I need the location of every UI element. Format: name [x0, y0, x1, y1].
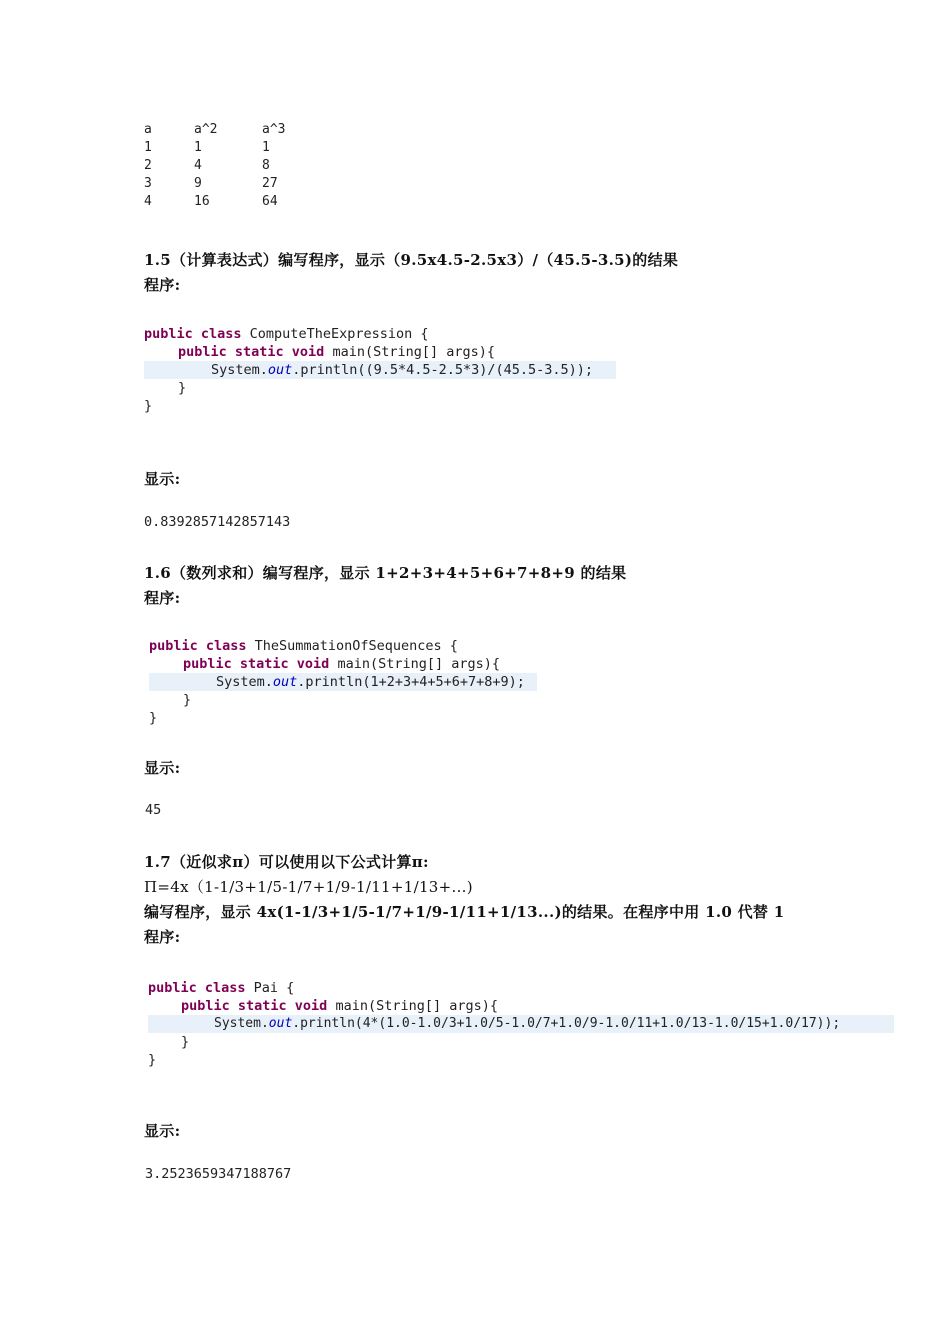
- code-line-method: [148, 997, 908, 1015]
- code-brace: }: [149, 710, 158, 726]
- section-1-5-program-label: 程序:: [144, 276, 181, 294]
- code-keyword: public class: [144, 326, 250, 342]
- code-line-close-inner: [144, 379, 624, 397]
- section-1-6-program-label: 程序:: [144, 589, 181, 607]
- table-cell: 9: [194, 176, 202, 191]
- code-brace: }: [181, 1034, 190, 1050]
- table-cell: 4: [144, 194, 152, 209]
- table-cell: 1: [194, 140, 202, 155]
- code-stmt-rest: .println(4*(1.0-1.0/3+1.0/5-1.0/7+1.0/9-1.0/11+1.0/13-1.0/15+1.0/17));: [292, 1016, 841, 1031]
- code-field-out: out: [268, 1016, 293, 1031]
- code-line-class: [149, 637, 549, 655]
- code-brace: }: [183, 692, 192, 708]
- code-keyword: public static void: [178, 344, 333, 360]
- code-line-close-outer: [149, 709, 549, 727]
- table-cell: 1: [144, 140, 152, 155]
- powers-table: [144, 122, 344, 217]
- code-stmt-prefix: System.: [216, 674, 273, 690]
- section-1-7-display-label: 显示:: [144, 1122, 181, 1140]
- code-brace: }: [178, 380, 187, 396]
- table-cell: 16: [194, 194, 210, 209]
- code-stmt-prefix: System.: [211, 362, 268, 378]
- code-stmt-prefix: System.: [214, 1016, 269, 1031]
- code-line-statement: [144, 361, 616, 379]
- section-1-5-display-label: 显示:: [144, 470, 181, 488]
- code-keyword: public class: [148, 980, 254, 996]
- code-line-statement: [149, 673, 537, 691]
- code-line-statement: [148, 1015, 894, 1033]
- section-1-6-output: 45: [145, 802, 162, 818]
- table-cell: 64: [262, 194, 278, 209]
- section-1-7-output: 3.2523659347188767: [145, 1166, 292, 1182]
- code-line-class: [148, 979, 908, 997]
- section-1-7-title: 1.7（近似求π）可以使用以下公式计算π:: [144, 853, 429, 871]
- code-method-sig: main(String[] args){: [332, 344, 495, 360]
- table-header-a3: a^3: [262, 122, 286, 137]
- section-1-7-code-block: [148, 979, 908, 1069]
- code-field-out: out: [267, 362, 293, 378]
- code-stmt-rest: .println((9.5*4.5-2.5*3)/(45.5-3.5));: [292, 362, 594, 378]
- section-1-5-code-block: [144, 325, 624, 415]
- table-cell: 4: [194, 158, 202, 173]
- code-line-method: [149, 655, 549, 673]
- section-1-7-formula: Π=4x（1-1/3+1/5-1/7+1/9-1/11+1/13+...): [144, 878, 473, 896]
- code-brace: }: [148, 1052, 157, 1068]
- code-field-out: out: [272, 674, 298, 690]
- section-1-5-title: 1.5（计算表达式）编写程序，显示（9.5x4.5-2.5x3）/（45.5-3.5)的结果: [144, 251, 679, 269]
- table-cell: 3: [144, 176, 152, 191]
- code-brace: }: [144, 398, 153, 414]
- table-cell: 2: [144, 158, 152, 173]
- section-1-5-output: 0.8392857142857143: [144, 514, 291, 530]
- table-cell: 1: [262, 140, 270, 155]
- code-class-name: Pai {: [253, 980, 295, 996]
- section-1-6-title: 1.6（数列求和）编写程序，显示 1+2+3+4+5+6+7+8+9 的结果: [144, 564, 627, 582]
- code-line-close-inner: [148, 1033, 908, 1051]
- code-line-close-inner: [149, 691, 549, 709]
- section-1-7-program-label: 程序:: [144, 928, 181, 946]
- section-1-6-code-block: [149, 637, 549, 727]
- section-1-7-instruction: 编写程序，显示 4x(1-1/3+1/5-1/7+1/9-1/11+1/13...)的结果。在程序中用 1.0 代替 1: [144, 903, 785, 921]
- code-method-sig: main(String[] args){: [335, 998, 498, 1014]
- section-1-6-display-label: 显示:: [144, 759, 181, 777]
- code-keyword: public class: [149, 638, 255, 654]
- code-class-name: TheSummationOfSequences {: [254, 638, 458, 654]
- code-method-sig: main(String[] args){: [337, 656, 500, 672]
- code-stmt-rest: .println(1+2+3+4+5+6+7+8+9);: [297, 674, 525, 690]
- code-line-close-outer: [144, 397, 624, 415]
- table-cell: 8: [262, 158, 270, 173]
- code-class-name: ComputeTheExpression {: [249, 326, 429, 342]
- table-header-a2: a^2: [194, 122, 218, 137]
- code-line-method: [144, 343, 624, 361]
- table-cell: 27: [262, 176, 278, 191]
- table-header-a: a: [144, 122, 152, 137]
- code-keyword: public static void: [181, 998, 336, 1014]
- code-line-class: [144, 325, 624, 343]
- code-line-close-outer: [148, 1051, 908, 1069]
- code-keyword: public static void: [183, 656, 338, 672]
